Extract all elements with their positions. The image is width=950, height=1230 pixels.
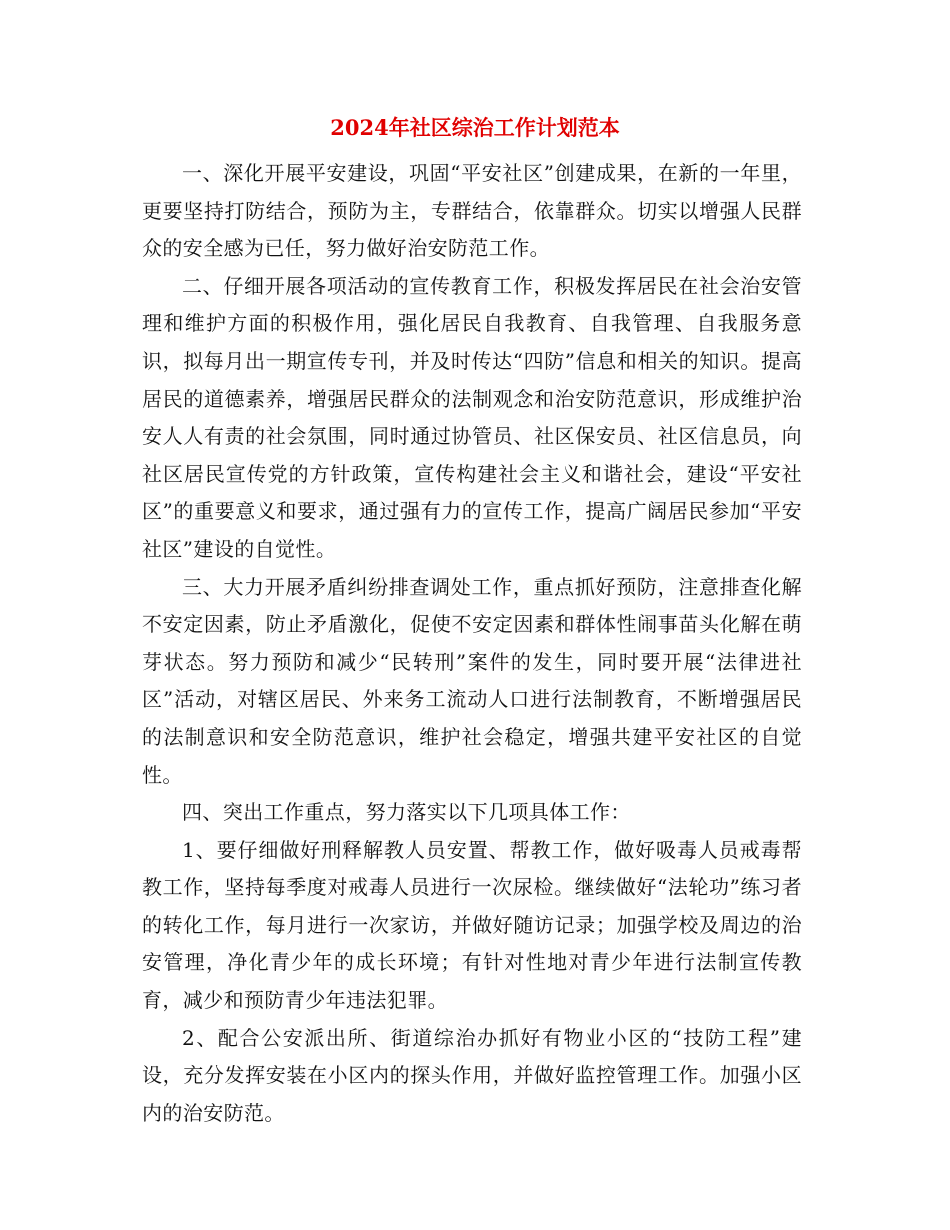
paragraph-5: 1、要仔细做好刑释解教人员安置、帮教工作，做好吸毒人员戒毒帮教工作，坚持每季度对戒毒人员进行一次尿检。继续做好“法轮功”练习者的转化工作，每月进行一次家访，并做好随访记录；加强学校及周边的治安管理，净化青少年的成长环境；有针对性地对青少年进行法制宣传教育，减少和预防青少年违法犯罪。 xyxy=(142,837,802,1013)
paragraph-1: 一、深化开展平安建设，巩固“平安社区”创建成果，在新的一年里，更要坚持打防结合，预防为主，专群结合，依靠群众。切实以增强人民群众的安全感为已任，努力做好治安防范工作。 xyxy=(142,161,802,261)
document-title: 2024年社区综治工作计划范本 xyxy=(330,115,620,140)
paragraph-6: 2、配合公安派出所、街道综治办抓好有物业小区的“技防工程”建设，充分发挥安装在小区内的探头作用，并做好监控管理工作。加强小区内的治安防范。 xyxy=(142,1025,802,1125)
paragraph-2: 二、仔细开展各项活动的宣传教育工作，积极发挥居民在社会治安管理和维护方面的积极作用，强化居民自我教育、自我管理、自我服务意识，拟每月出一期宣传专刊，并及时传达“四防”信息和相关的知识。提高居民的道德素养，增强居民群众的法制观念和治安防范意识，形成维护治安人人有责的社会氛围，同时通过协管员、社区保安员、社区信息员，向社区居民宣传党的方针政策，宣传构建社会主义和谐社会，建设“平安社区”的重要意义和要求，通过强有力的宣传工作，提高广阔居民参加“平安社区”建设的自觉性。 xyxy=(142,273,802,561)
paragraph-3: 三、大力开展矛盾纠纷排查调处工作，重点抓好预防，注意排查化解不安定因素，防止矛盾激化，促使不安定因素和群体性闹事苗头化解在萌芽状态。努力预防和减少“民转刑”案件的发生，同时要开展“法律进社区”活动，对辖区居民、外来务工流动人口进行法制教育，不断增强居民的法制意识和安全防范意识，维护社会稳定，增强共建平安社区的自觉性。 xyxy=(142,574,802,787)
document-body xyxy=(142,155,802,1132)
paragraph-4: 四、突出工作重点，努力落实以下几项具体工作： xyxy=(182,800,631,825)
